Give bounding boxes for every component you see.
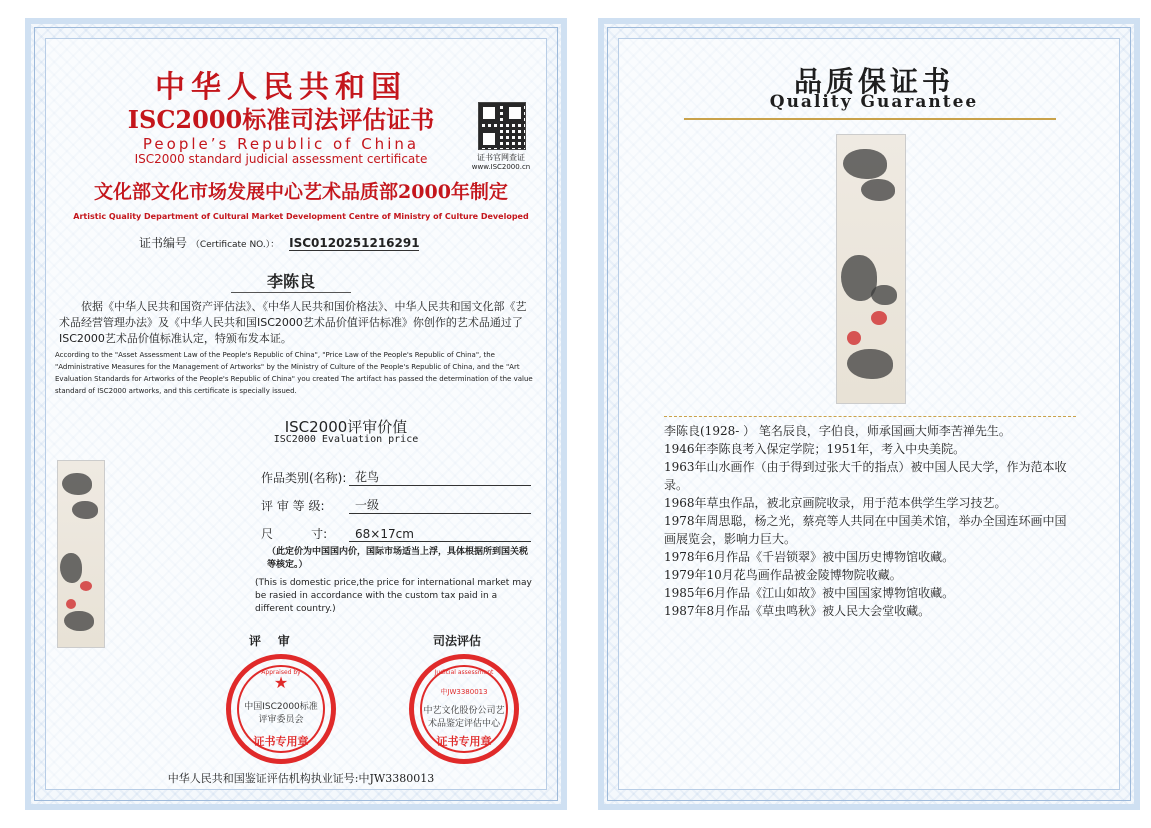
bio-line: 1979年10月花鸟画作品被金陵博物院收藏。 [664, 568, 902, 582]
department-en: Artistic Quality Department of Cultural Market Development Centre of Ministry of Culture Developed [73, 212, 529, 221]
field-row-grade [261, 486, 531, 514]
judicial-label: 司法评估 [433, 634, 482, 648]
seal-top-text: Appraised by [261, 669, 301, 676]
field-value: 一级 [349, 496, 531, 514]
evaluation-fields [261, 458, 531, 542]
field-label: 作品类别(名称): [261, 471, 347, 485]
guarantee-title-cn: 品质保证书 [793, 65, 954, 98]
artist-biography [664, 422, 1076, 620]
qr-caption: 证书官网查证 [477, 153, 525, 162]
artwork-thumbnail [57, 460, 105, 648]
bio-line: 1987年8月作品《草虫鸣秋》被人民大会堂收藏。 [664, 604, 931, 618]
certificate-number-label: 证书编号 [139, 236, 188, 250]
legal-paragraph-cn: 依据《中华人民共和国资产评估法》、《中华人民共和国价格法》、中华人民共和国文化部《艺术品经营管理办法》及《中华人民共和国ISC2000艺术品价值评估标准》你创作的艺术品通过了ISC2000艺术品价值标准认定，特颁布发本证。 [59, 300, 527, 345]
seal-bottom-text: 证书专用章 [436, 735, 492, 748]
review-seal: ★ Appraised by 中国ISC2000标准评审委员会 证书专用章 [226, 654, 336, 764]
certificate-number-label-en: （Certificate NO.）： [190, 240, 280, 250]
certificate-page [25, 18, 567, 810]
legal-paragraph-en: According to the "Asset Assessment Law of the People's Republic of China", "Price Law of the People's Republic of China", the "Administrative Measures for the Management of Artworks" by the Ministry of Culture of the People's Republic of China, and the "Art Evaluation Standards for Artworks of the People's Republic of China" you created The artifact has passed the determination of the value standard of ISC2000 artworks, and this certificate is specially issued. [55, 351, 533, 395]
field-label: 评 审 等 级: [261, 499, 325, 513]
artwork-image [836, 134, 906, 404]
department-cn: 文化部文化市场发展中心艺术品质部2000年制定 [94, 181, 508, 203]
bio-line: 李陈良(1928- ） 笔名辰良，字伯良，师承国画大师李苦禅先生。 [664, 424, 1011, 438]
field-row-category [261, 458, 531, 486]
title-en: People’s Republic of China [142, 135, 420, 153]
bio-line: 1968年草虫作品，被北京画院收录，用于范本供学生学习技艺。 [664, 496, 1007, 510]
price-note-cn: （此定价为中国国内价，国际市场适当上浮，具体根据所到国关税等核定。） [267, 547, 529, 570]
seal-bottom-text: 证书专用章 [253, 735, 309, 748]
title-cn: 中华人民共和国 [155, 70, 407, 105]
judicial-seal [409, 654, 519, 764]
field-value: 68×17cm [349, 527, 531, 542]
seal-code-text: 中JW3380013 [440, 688, 488, 696]
seal-middle-text: 中国ISC2000标准评审委员会 [244, 702, 318, 725]
seal-top-text: Judicial assessment [434, 669, 494, 676]
bio-line: 1978年周思聪，杨之光，蔡亮等人共同在中国美术馆，举办全国连环画中国画展览会，影响力巨大。 [664, 514, 1067, 546]
title-divider [684, 118, 1056, 120]
qr-code-icon[interactable] [478, 102, 526, 150]
bio-line: 1946年李陈良考入保定学院；1951年，考入中央美院。 [664, 442, 966, 456]
artist-name: 李陈良 [231, 269, 351, 293]
qr-url: www.ISC2000.cn [471, 163, 531, 171]
price-note-en: (This is domestic price,the price for international market may be rasied in accordance with the custom tax paid in a different country.) [255, 578, 532, 614]
evaluation-title-en: ISC2000 Evaluation price [273, 434, 419, 445]
field-row-size [261, 514, 531, 542]
bio-line: 1985年6月作品《江山如故》被中国国家博物馆收藏。 [664, 586, 955, 600]
bio-divider [664, 416, 1076, 417]
seal-middle-text: 中艺文化股份公司艺术品鉴定评估中心 [423, 706, 505, 729]
quality-guarantee-page [598, 18, 1140, 810]
subtitle-cn: ISC2000标准司法评估证书 [127, 105, 435, 134]
certificate-number-value: ISC0120251216291 [289, 236, 420, 250]
bio-line: 1978年6月作品《千岩锁翠》被中国历史博物馆收藏。 [664, 550, 955, 564]
subtitle-en: ISC2000 standard judicial assessment certificate [134, 152, 428, 166]
certificate-number-row [139, 234, 419, 251]
field-value: 花鸟 [349, 468, 531, 486]
field-label: 尺 寸: [261, 527, 328, 541]
bio-line: 1963年山水画作（由于得到过张大千的指点）被中国人民大学，作为范本收录。 [664, 460, 1067, 492]
license-footer: 中华人民共和国鉴证评估机构执业证号:中JW3380013 [167, 772, 435, 785]
evaluation-title: ISC2000评审价值 [284, 418, 408, 436]
review-label: 评 审 [249, 634, 290, 648]
guarantee-title-en: Quality Guarantee [769, 92, 979, 112]
